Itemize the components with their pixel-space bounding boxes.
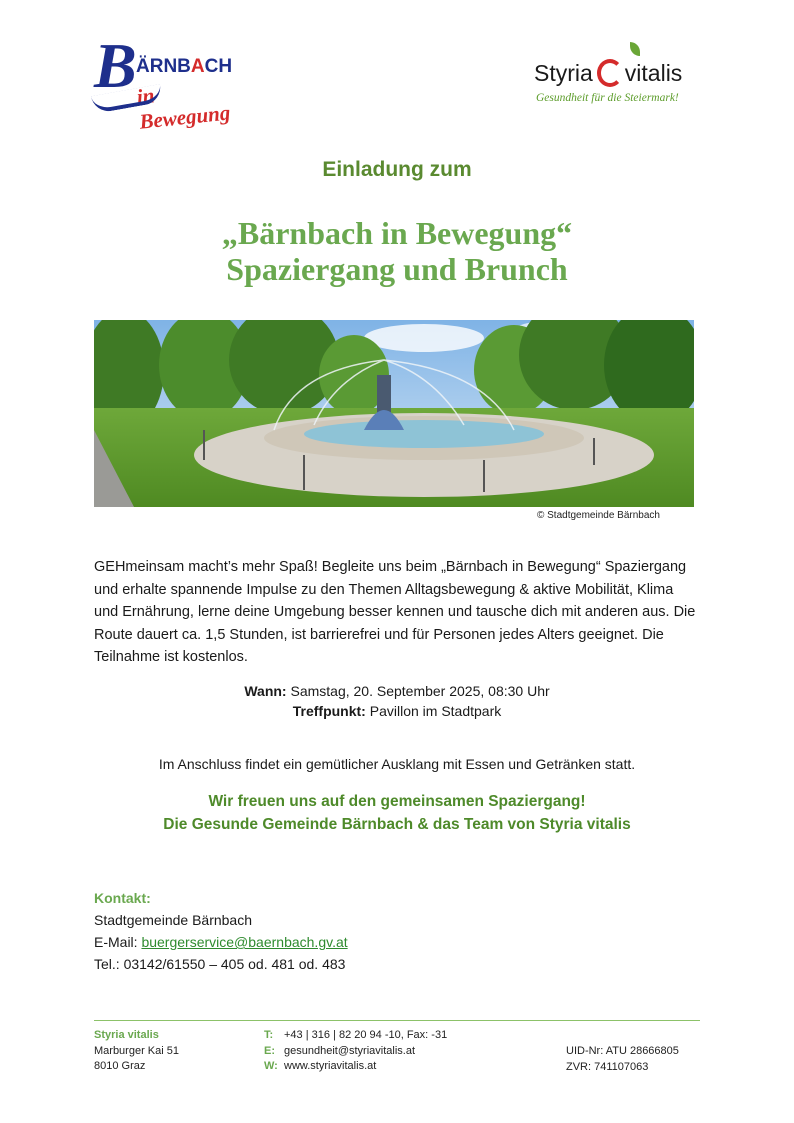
closing-line2: Die Gesunde Gemeinde Bärnbach & das Team von Styria vitalis [163, 816, 631, 833]
footer-contacts [264, 1028, 447, 1075]
contact-phone: Tel.: 03142/61550 – 405 od. 481 od. 483 [94, 956, 346, 972]
footer-uid: UID-Nr: ATU 28666805 [566, 1045, 679, 1057]
footer-web: W: www.styriavitalis.at [264, 1060, 377, 1072]
photo-credit: © Stadtgemeinde Bärnbach [536, 510, 660, 521]
park-fountain-photo [94, 320, 694, 507]
footer-email: E: gesundheit@styriavitalis.at [264, 1044, 416, 1057]
contact-email-link[interactable]: buergerservice@baernbach.gv.at [141, 934, 348, 950]
page-title-line2: Spaziergang und Brunch [226, 251, 568, 287]
body-paragraph: GEHmeinsam macht’s mehr Spaß! Begleite uns beim „Bärnbach in Bewegung“ Spaziergang und erhalte spannende Impulse zu den Themen Alltagsbewegung & aktive Mobilität, Klima und Ernährung, lerne deine Umgebung besser kennen und tausche dich mit anderen aus. Die Route dauert ca. 1,5 Stunden, ist barrierefrei und für Personen jedes Alters geeignet. Die Teilnahme ist kostenlos. [94, 559, 696, 665]
logo-wordmark: ÄRNBACH [136, 56, 233, 77]
footer-brand: Styria vitalis [94, 1029, 159, 1041]
styria-vitalis-logo [534, 40, 704, 108]
invitation-intro: Einladung zum [322, 158, 472, 181]
logo-name: Styria vitalis [534, 60, 683, 86]
logo-slogan: Gesundheit für die Steiermark! [536, 92, 679, 104]
footer-address [94, 1028, 179, 1075]
footer-zvr: ZVR: 741107063 [566, 1060, 649, 1073]
page-title-line1: „Bärnbach in Bewegung“ [221, 215, 573, 251]
event-date: Wann: Samstag, 20. September 2025, 08:30 Uhr [244, 683, 550, 699]
apple-icon [597, 59, 623, 87]
footer-divider [94, 1020, 700, 1021]
logo-tagline: in Bewegung [135, 83, 232, 134]
contact-org: Stadtgemeinde Bärnbach [94, 912, 252, 928]
footer-phone: T: +43 | 316 | 82 20 94 -10, Fax: -31 [264, 1029, 448, 1041]
footer-street: Marburger Kai 51 [94, 1044, 179, 1057]
after-event-note: Im Anschluss findet ein gemütlicher Ausklang mit Essen und Getränken statt. [158, 756, 636, 772]
event-location: Treffpunkt: Pavillon im Stadtpark [292, 703, 502, 719]
apple-leaf-icon [630, 42, 640, 56]
footer-registration [566, 1044, 679, 1075]
contact-label: Kontakt: [94, 890, 151, 906]
contact-block [94, 887, 348, 975]
contact-email-row: E-Mail: buergerservice@baernbach.gv.at [94, 934, 348, 950]
logo-big-letter: B [94, 30, 137, 101]
footer-city: 8010 Graz [94, 1060, 146, 1072]
closing-line1: Wir freuen uns auf den gemeinsamen Spaziergang! [208, 793, 586, 810]
baernbach-logo [92, 30, 233, 134]
